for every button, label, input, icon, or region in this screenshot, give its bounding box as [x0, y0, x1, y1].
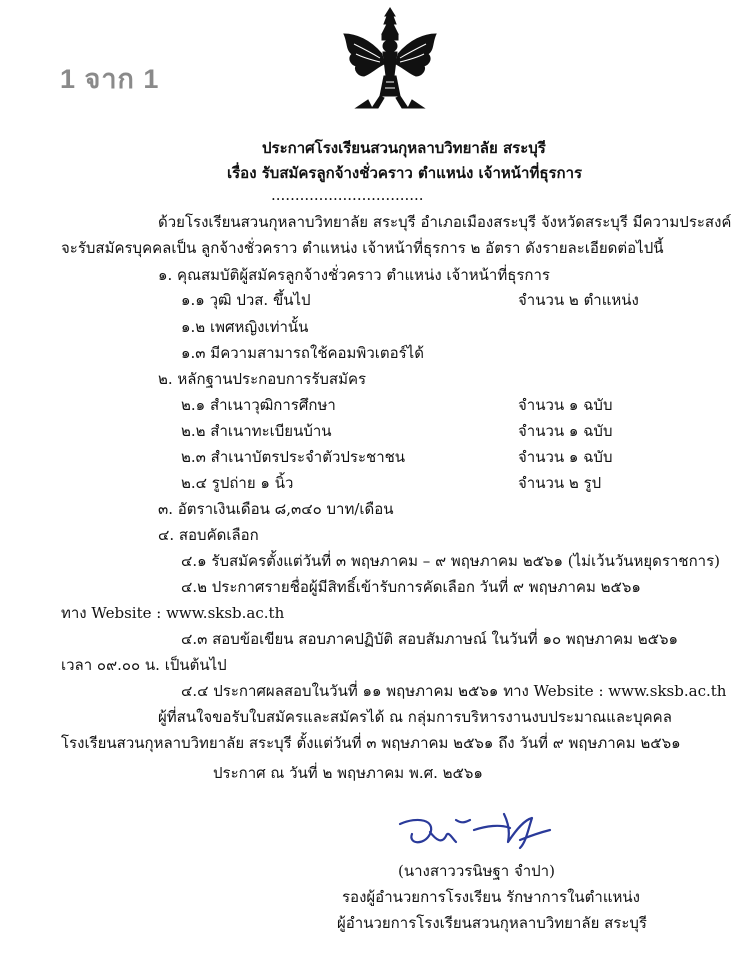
document-qty: จำนวน ๑ ฉบับ: [518, 448, 613, 466]
closing-line-1: ผู้ที่สนใจขอรับใบสมัครและสมัครได้ ณ กลุ่มการบริหารงานงบประมาณและบุคคล: [158, 708, 672, 726]
document-qty: จำนวน ๒ รูป: [518, 474, 602, 492]
intro-line-1: ด้วยโรงเรียนสวนกุหลาบวิทยาลัย สระบุรี อำเภอเมืองสระบุรี จังหวัดสระบุรี มีความประสงค์: [158, 213, 732, 231]
document-item: ๒.๑ สำเนาวุฒิการศึกษา: [181, 396, 336, 414]
section-1-heading: ๑. คุณสมบัติผู้สมัครลูกจ้างชั่วคราว ตำแหน่ง เจ้าหน้าที่ธุรการ: [158, 266, 550, 284]
exam-item-4-3-time: เวลา ๐๙.๐๐ น. เป็นต้นไป: [61, 656, 227, 674]
intro-line-2: จะรับสมัครบุคคลเป็น ลูกจ้างชั่วคราว ตำแหน่ง เจ้าหน้าที่ธุรการ ๒ อัตรา ดังรายละเอียดต่อไปนี้: [61, 239, 664, 257]
title-separator: ................................: [271, 186, 424, 204]
document-qty: จำนวน ๑ ฉบับ: [518, 422, 613, 440]
document-item: ๒.๔ รูปถ่าย ๑ นิ้ว: [181, 474, 294, 492]
signatory-title-1: รองผู้อำนวยการโรงเรียน รักษาการในตำแหน่ง: [342, 888, 640, 906]
section-2-heading: ๒. หลักฐานประกอบการรับสมัคร: [158, 370, 367, 388]
handwritten-signature: [396, 810, 554, 854]
qualification-qty: จำนวน ๒ ตำแหน่ง: [518, 291, 639, 309]
garuda-emblem: [334, 4, 446, 116]
exam-item-4-1: ๔.๑ รับสมัครตั้งแต่วันที่ ๓ พฤษภาคม – ๙ พฤษภาคม ๒๕๖๑ (ไม่เว้นวันหยุดราชการ): [181, 552, 720, 570]
announcement-subject: เรื่อง รับสมัครลูกจ้างชั่วคราว ตำแหน่ง เจ้าหน้าที่ธุรการ: [227, 164, 583, 182]
qualification-item: ๑.๓ มีความสามารถใช้คอมพิวเตอร์ได้: [181, 344, 424, 362]
signatory-name: (นางสาววรนิษฐา จำปา): [398, 862, 555, 880]
exam-item-4-2-website: ทาง Website : www.sksb.ac.th: [61, 604, 285, 622]
document-qty: จำนวน ๑ ฉบับ: [518, 396, 613, 414]
document-item: ๒.๓ สำเนาบัตรประจำตัวประชาชน: [181, 448, 406, 466]
exam-item-4-3: ๔.๓ สอบข้อเขียน สอบภาคปฏิบัติ สอบสัมภาษณ์ ในวันที่ ๑๐ พฤษภาคม ๒๕๖๑: [181, 630, 679, 648]
closing-line-2: โรงเรียนสวนกุหลาบวิทยาลัย สระบุรี ตั้งแต่วันที่ ๓ พฤษภาคม ๒๕๖๑ ถึง วันที่ ๙ พฤษภาคม ๒๕๖๑: [61, 734, 681, 752]
page-counter: 1 จาก 1: [60, 64, 160, 94]
announcement-title: ประกาศโรงเรียนสวนกุหลาบวิทยาลัย สระบุรี: [262, 139, 546, 157]
section-4-heading: ๔. สอบคัดเลือก: [158, 526, 259, 544]
qualification-item: ๑.๑ วุฒิ ปวส. ขึ้นไป: [181, 291, 311, 309]
announcement-date: ประกาศ ณ วันที่ ๒ พฤษภาคม พ.ศ. ๒๕๖๑: [213, 764, 483, 782]
qualification-item: ๑.๒ เพศหญิงเท่านั้น: [181, 318, 309, 336]
document-item: ๒.๒ สำเนาทะเบียนบ้าน: [181, 422, 332, 440]
exam-item-4-4: ๔.๔ ประกาศผลสอบในวันที่ ๑๑ พฤษภาคม ๒๕๖๑ ทาง Website : www.sksb.ac.th: [181, 682, 727, 700]
exam-item-4-2: ๔.๒ ประกาศรายชื่อผู้มีสิทธิ์เข้ารับการคัดเลือก วันที่ ๙ พฤษภาคม ๒๕๖๑: [181, 578, 641, 596]
section-3-salary: ๓. อัตราเงินเดือน ๘,๓๔๐ บาท/เดือน: [158, 500, 394, 518]
signatory-title-2: ผู้อำนวยการโรงเรียนสวนกุหลาบวิทยาลัย สระบุรี: [337, 914, 647, 932]
